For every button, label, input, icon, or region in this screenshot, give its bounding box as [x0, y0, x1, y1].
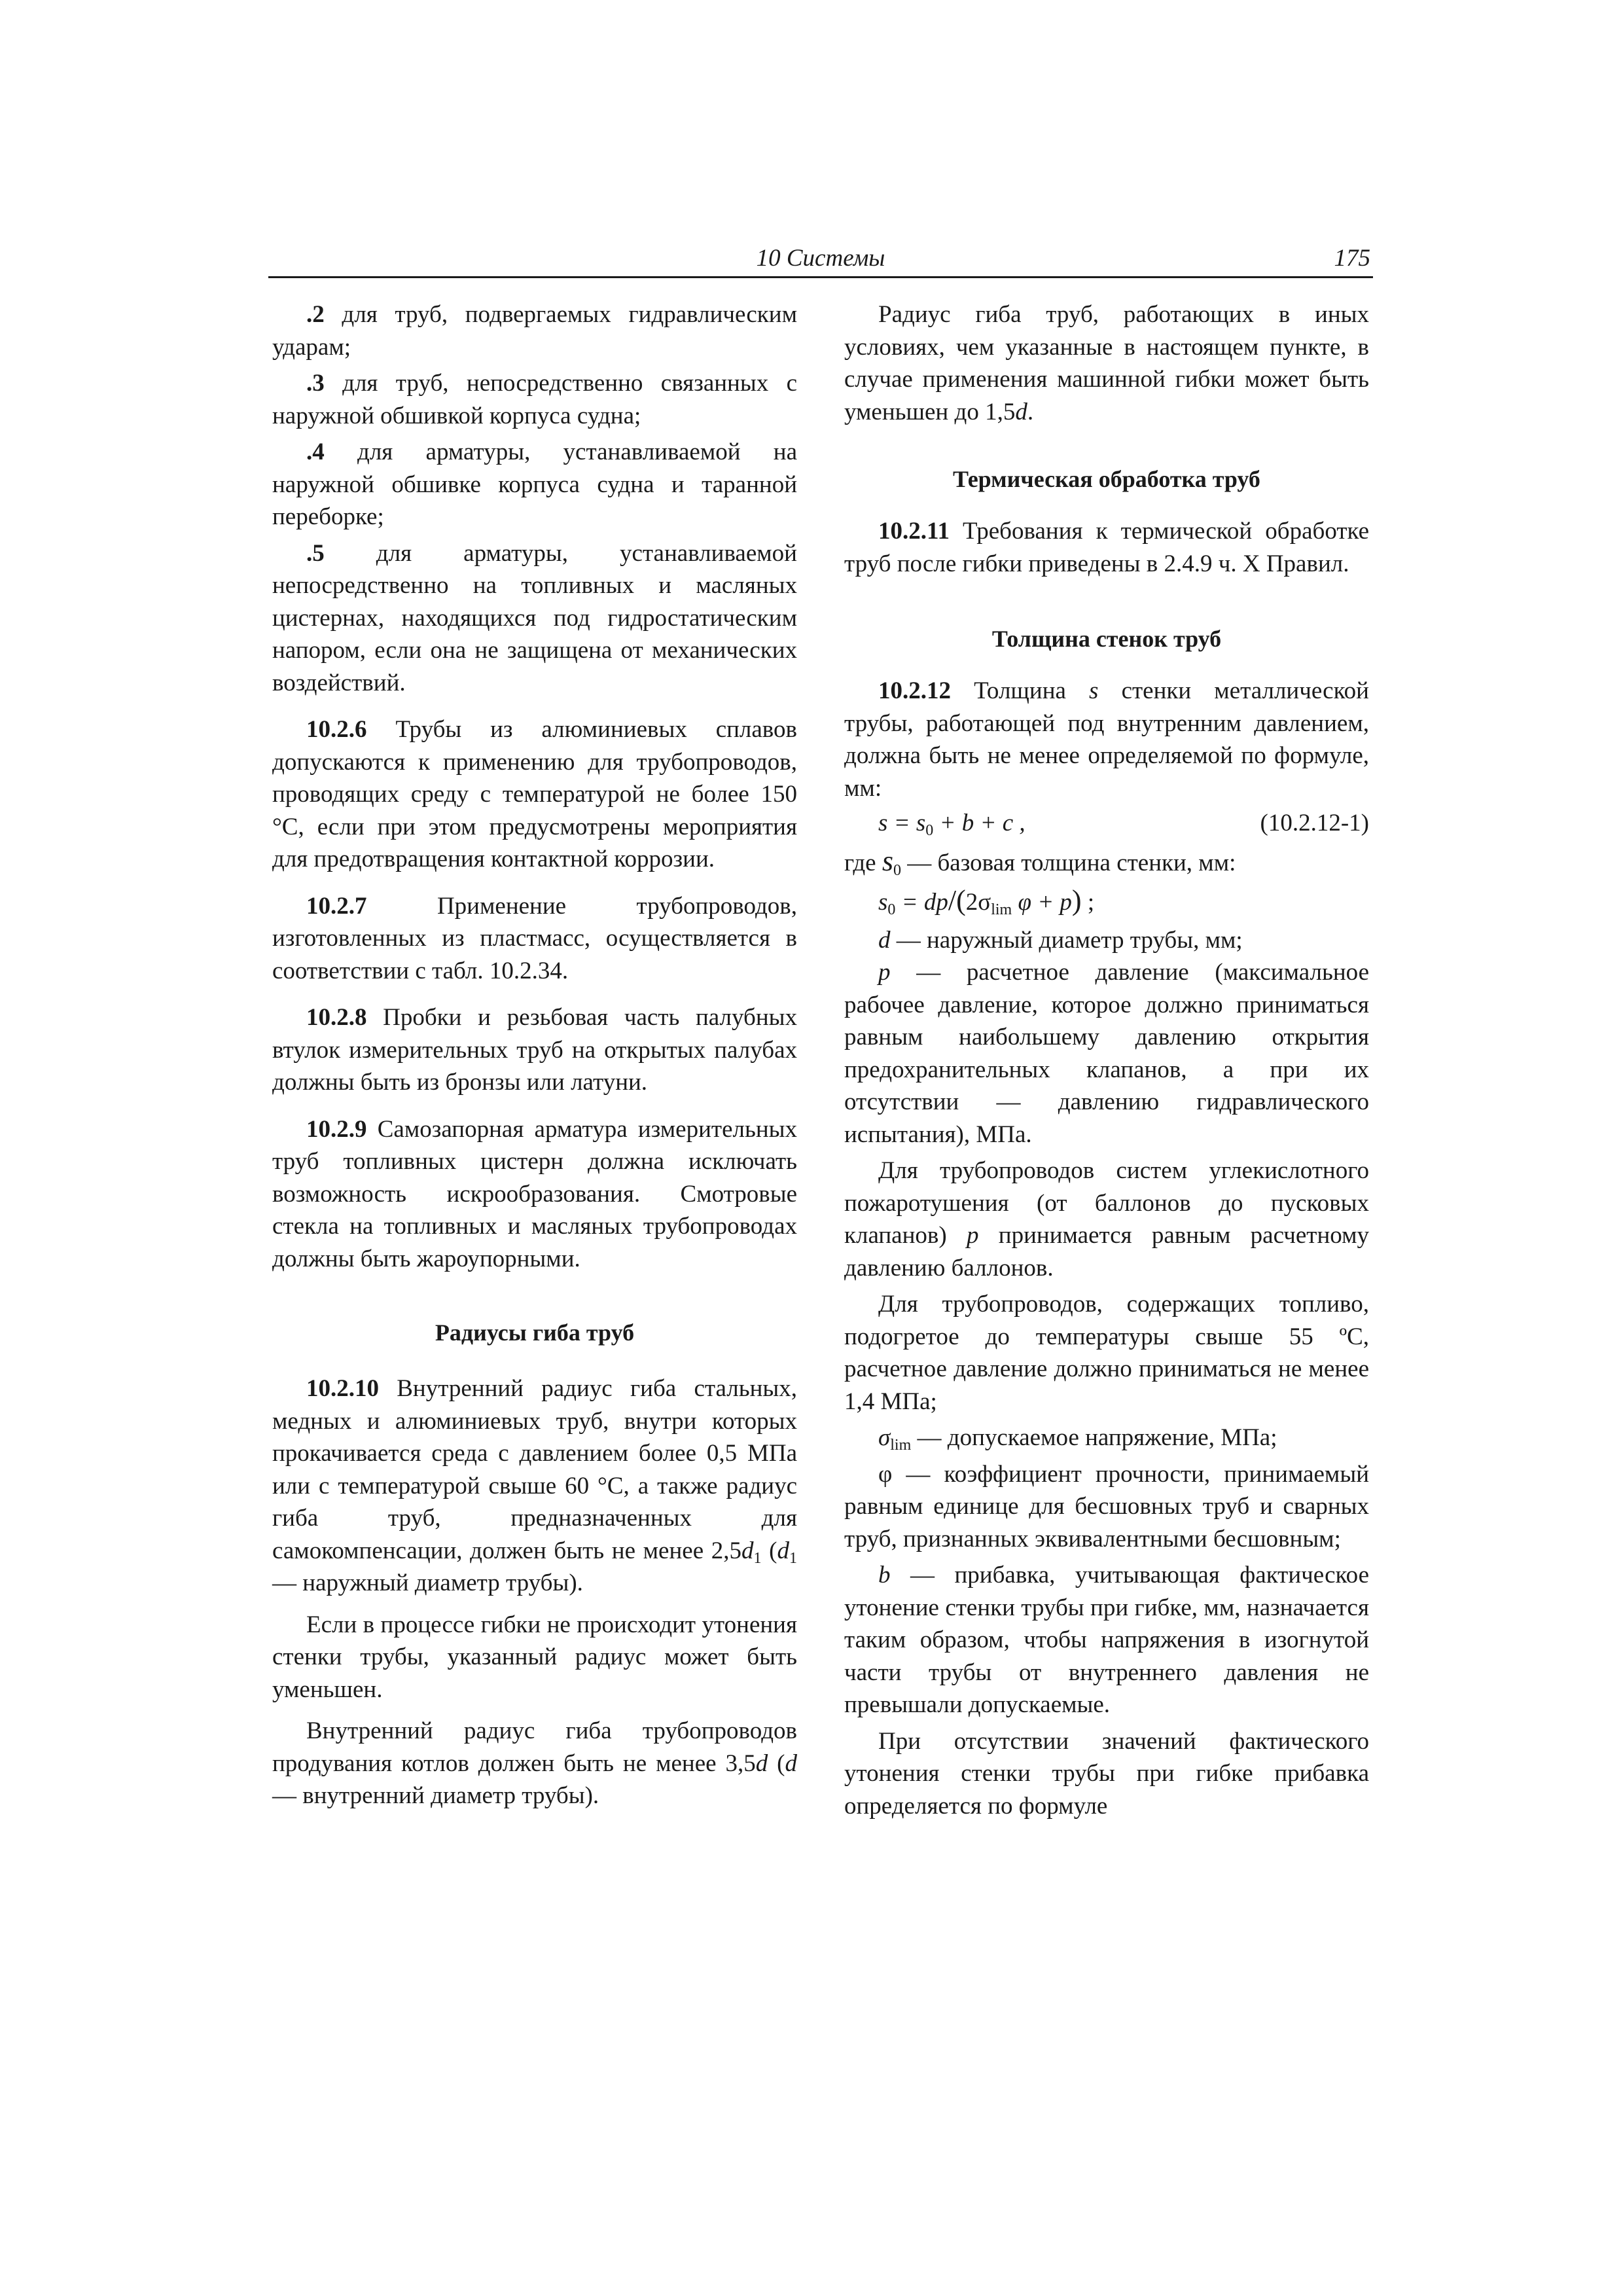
paragraph-10-2-11 [844, 515, 1369, 580]
definition-text: — допускаемое напряжение, МПа; [911, 1424, 1277, 1451]
close-paren: ) [1071, 884, 1082, 916]
paragraph-text: Толщина [951, 677, 1090, 704]
section-heading-heat-treatment: Термическая обработка труб [953, 466, 1260, 492]
subscript: lim [890, 1437, 912, 1454]
definition-sigma [844, 1422, 1369, 1454]
definition-d [844, 924, 1369, 957]
var-d: d [755, 1749, 768, 1777]
paragraph-text: Радиус гиба труб, работающих в иных условиях, чем указанные в настоящем пункте, в случае применения машинной гибки может быть уменьшен до 1,5 [844, 301, 1369, 425]
formula-terms: φ + p [1012, 889, 1072, 916]
section-heading-wall-thickness: Толщина стенок труб [991, 626, 1222, 652]
paragraph-text: стенки металлической трубы, работающей под внутренним давлением, должна быть не менее определяемой по формуле, мм: [844, 677, 1369, 802]
definition-text: — прибавка, учитывающая фактическое утонение стенки трубы при гибке, мм, назначается таким образом, чтобы напряжения в изогнутой части трубы от внутреннего давления не превышали допускаемые. [844, 1562, 1369, 1718]
equation-number: (10.2.12-1) [1260, 810, 1369, 836]
var-s: s [878, 810, 888, 836]
paragraph-10-2-10 [272, 1372, 797, 1600]
definition-text: — базовая толщина стенки, мм: [901, 849, 1236, 876]
var-s0: s [882, 844, 893, 877]
equals-sign: = [887, 810, 916, 836]
paragraph-text: Внутренний радиус гиба трубопроводов продувания котлов должен быть не менее 3,5 [272, 1717, 797, 1777]
where-s0-line [844, 845, 1369, 880]
paragraph-number: 10.2.8 [306, 1004, 367, 1031]
paragraph-allowance-formula: При отсутствии значений фактического утонения стенки трубы при гибке прибавка определяется по формуле [844, 1727, 1369, 1820]
subscript: 1 [753, 1549, 762, 1567]
paragraph-text: Внутренний радиус гиба стальных, медных и алюминиевых труб, внутри которых прокачивается среда с давлением более 0,5 МПа или с температурой свыше 60 °С, а также радиус гиба труб, предназначенных для самокомпенсации, должен быть не менее 2,5 [272, 1375, 797, 1564]
subscript: 0 [925, 822, 934, 839]
var-p: p [967, 1222, 979, 1249]
paragraph-text: принимается равным расчетному давлению баллонов. [844, 1222, 1369, 1282]
paragraph-fuel: Для трубопроводов, содержащих топливо, подогретое до температуры свыше 55 ºС, расчетное давление должно приниматься не менее 1,4 МПа; [844, 1291, 1369, 1415]
paragraph-boiler-blowdown [272, 1715, 797, 1812]
subscript: 1 [789, 1549, 797, 1567]
var-sigma: σ [878, 1424, 891, 1451]
formula-10-2-12-1 [844, 807, 1369, 840]
paragraph-number: 10.2.6 [306, 716, 367, 743]
var-phi: φ [878, 1460, 893, 1488]
item-number: .2 [306, 301, 325, 328]
item-number: .5 [306, 539, 325, 567]
paragraph-text: Трубы из алюминиевых сплавов допускаются к применению для трубопроводов, проводящих среду с температурой не более 150 °С, если при этом предусмотрены мероприятия для предотвращения контактной коррозии. [272, 716, 797, 872]
definition-b [844, 1559, 1369, 1721]
var-b: b [878, 1562, 891, 1588]
paragraph-10-2-7 [272, 890, 797, 988]
item-number: .4 [306, 439, 325, 465]
paragraph-text: Применение трубопроводов, изготовленных из пластмасс, осуществляется в соответствии с табл. 10.2.34. [272, 892, 797, 984]
definition-text: — расчетное давление (максимальное рабочее давление, которое должно приниматься равным наибольшему давлению открытия предохранительных клапанов, а при их отсутствии — давлению гидравлического испытания), МПа. [844, 959, 1369, 1148]
left-column [272, 298, 797, 1812]
paragraph-co2 [844, 1155, 1369, 1284]
definition-text: — наружный диаметр трубы, мм; [890, 926, 1243, 954]
var-d: d [1015, 398, 1027, 425]
item-text: для труб, непосредственно связанных с наружной обшивкой корпуса судна; [272, 370, 797, 429]
paragraph-10-2-9 [272, 1113, 797, 1276]
var-d: d [777, 1537, 789, 1564]
paragraph-text: ( [768, 1749, 785, 1777]
paragraph-number: 10.2.11 [878, 518, 950, 545]
formula-expression [878, 807, 1026, 840]
var-d: d [878, 926, 891, 954]
paragraph-text: — наружный диаметр трубы). [272, 1570, 583, 1596]
formula-terms: + b + c , [933, 810, 1026, 836]
paragraph-bend-thinning: Если в процессе гибки не происходит утонения стенки трубы, указанный радиус может быть уменьшен. [272, 1611, 797, 1703]
var-s0: s [916, 810, 926, 836]
paragraph-text: . [1027, 398, 1034, 425]
running-header [268, 233, 1373, 278]
list-item-4 [272, 436, 797, 533]
right-column [844, 298, 1369, 1822]
subscript: 0 [893, 861, 901, 879]
item-text: для арматуры, устанавливаемой на наружной обшивке корпуса судна и таранной переборке; [272, 439, 797, 530]
paragraph-bend-other [844, 298, 1369, 428]
paragraph-10-2-8 [272, 1001, 797, 1099]
paragraph-number: 10.2.12 [878, 677, 951, 704]
paragraph-text: Пробки и резьбовая часть палубных втулок измерительных труб на открытых палубах должны быть из бронзы или латуни. [272, 1004, 797, 1096]
paragraph-text: ( [761, 1537, 777, 1564]
formula-terms: 2σ [965, 889, 991, 916]
var-d: d [741, 1537, 754, 1564]
paragraph-text: Для трубопроводов систем углекислотного пожаротушения (от баллонов до пусковых клапанов) [844, 1157, 1369, 1249]
definition-text: — коэффициент прочности, принимаемый равным единице для бесшовных труб и сварных труб, признанных эквивалентными бесшовным; [844, 1460, 1369, 1552]
var-p: p [878, 959, 891, 986]
definition-phi [844, 1458, 1369, 1556]
where-word: где [844, 849, 882, 876]
item-number: .3 [306, 370, 325, 397]
paragraph-text: Самозапорная арматура измерительных труб топливных цистерн должна исключать возможность искрообразования. Смотровые стекла на топливных и масляных трубопроводах должны быть жароупорными. [272, 1115, 797, 1272]
var-d: d [785, 1749, 797, 1777]
formula-terms: ; [1081, 889, 1095, 916]
item-text: для труб, подвергаемых гидравлическим ударам; [272, 301, 797, 361]
var-s0: s [878, 889, 888, 916]
var-s: s [1089, 677, 1099, 704]
item-text: для арматуры, устанавливаемой непосредственно на топливных и масляных цистернах, находящихся под гидростатическим напором, если она не защищена от механических воздействий. [272, 539, 797, 696]
page-number: 175 [1334, 245, 1370, 272]
paragraph-number: 10.2.9 [306, 1115, 367, 1143]
section-heading-bend-radius: Радиусы гиба труб [435, 1319, 635, 1346]
subscript: lim [991, 901, 1012, 918]
paragraph-number: 10.2.7 [306, 892, 367, 920]
subscript: 0 [887, 901, 896, 918]
paragraph-number: 10.2.10 [306, 1375, 379, 1402]
list-item-3 [272, 367, 797, 432]
fraction-slash: /( [948, 884, 966, 916]
formula-terms: = dp [895, 889, 948, 916]
paragraph-text: — внутренний диаметр трубы). [272, 1782, 599, 1809]
list-item-5 [272, 537, 797, 700]
definition-p [844, 956, 1369, 1151]
list-item-2 [272, 298, 797, 363]
paragraph-10-2-12 [844, 675, 1369, 804]
paragraph-10-2-6 [272, 713, 797, 876]
section-title: 10 Системы [756, 245, 885, 272]
paragraph-text: Требования к термической обработке труб после гибки приведены в 2.4.9 ч. X Правил. [844, 518, 1369, 577]
formula-s0 [844, 884, 1369, 919]
